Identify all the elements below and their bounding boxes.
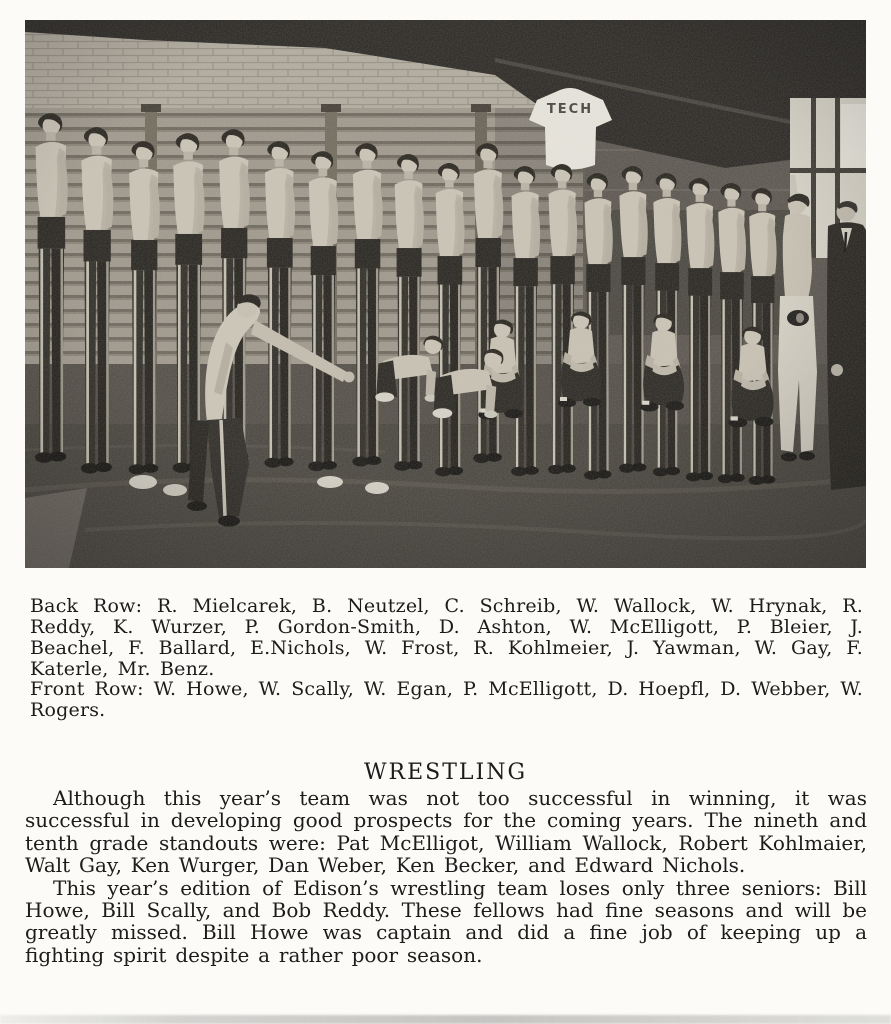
article-title: WRESTLING (363, 760, 528, 785)
photo-vignette (25, 20, 866, 568)
article-paragraph-2: This year’s edition of Edison’s wrestling team loses only three seniors: Bill Howe, Bill Scally, and Bob Reddy. These fellows had fine seasons and will be greatly missed. Bill Howe was captain and did a fine job of keeping up a fighting spirit despite a rather poor season. (25, 875, 867, 967)
wrestling-team-photo (25, 20, 866, 568)
article-body (25, 787, 867, 966)
caption-front-row: Front Row: W. Howe, W. Scally, W. Egan, P. McElligott, D. Hoepfl, D. Webber, W. Rogers. (30, 678, 863, 721)
article-paragraph-1: Although this year’s team was not too successful in winning, it was successful in developing good prospects for the coming years. The nineth and tenth grade standouts were: Pat McElligot, William Wallock, Robert Kohlmaier, Walt Gay, Ken Wurger, Dan Weber, Ken Becker, and Edward Nichols. (25, 786, 867, 878)
caption-back-row: Back Row: R. Mielcarek, B. Neutzel, C. Schreib, W. Wallock, W. Hrynak, R. Reddy, K. Wurzer, P. Gordon-Smith, D. Ashton, W. McElligott, P. Bleier, J. Beachel, F. Ballard, E.Nichols, W. Frost, R. Kohlmeier, J. Yawman, W. Gay, F. Katerle, Mr. Benz. (30, 595, 863, 680)
next-page-edge (0, 1015, 891, 1024)
team-photo-illustration (25, 20, 866, 568)
